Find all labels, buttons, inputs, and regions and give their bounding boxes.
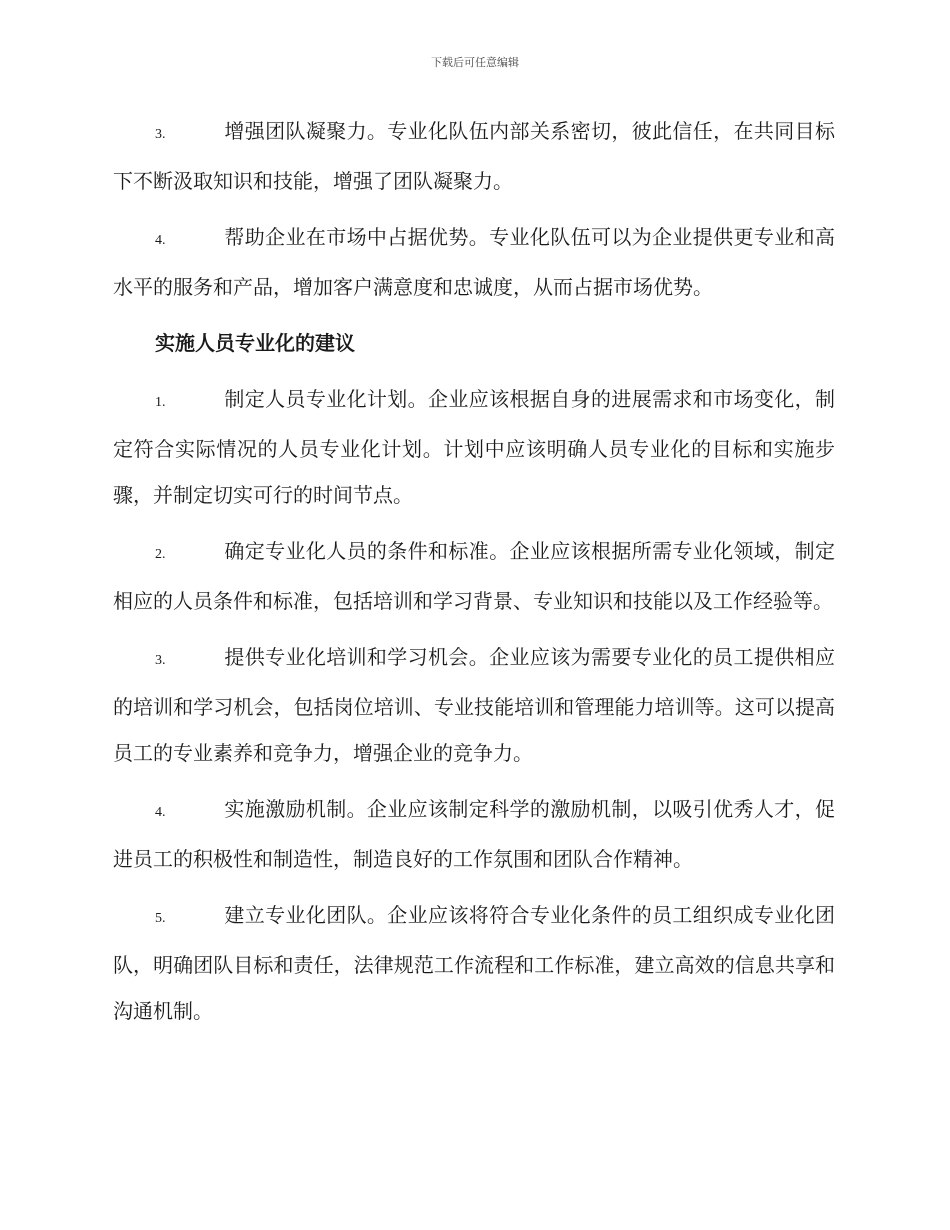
- suggestion-item-4: [113, 786, 835, 882]
- suggestion-item-3: [113, 634, 835, 776]
- suggestion-item-5: [113, 892, 835, 1034]
- suggestion-item-2: [113, 528, 835, 624]
- item-text: 制定人员专业化计划。企业应该根据自身的进展需求和市场变化，制定符合实际情况的人员专业化计划。计划中应该明确人员专业化的目标和实施步骤，并制定切实可行的时间节点。: [113, 387, 835, 507]
- document-body: [113, 108, 835, 1044]
- header-note: 下载后可任意编辑: [431, 56, 519, 69]
- item-number: 3.: [155, 127, 166, 142]
- advantage-item-3: [113, 108, 835, 204]
- item-text: 实施激励机制。企业应该制定科学的激励机制，以吸引优秀人才，促进员工的积极性和制造性，制造良好的工作氛围和团队合作精神。: [113, 797, 835, 871]
- item-number: 3.: [155, 653, 166, 668]
- item-text: 帮助企业在市场中占据优势。专业化队伍可以为企业提供更专业和高水平的服务和产品，增加客户满意度和忠诚度，从而占据市场优势。: [113, 225, 835, 299]
- item-number: 4.: [155, 805, 166, 820]
- item-text: 增强团队凝聚力。专业化队伍内部关系密切，彼此信任，在共同目标下不断汲取知识和技能，增强了团队凝聚力。: [113, 119, 835, 193]
- section-heading: 实施人员专业化的建议: [155, 331, 355, 355]
- item-number: 1.: [155, 395, 166, 410]
- advantage-item-4: [113, 214, 835, 310]
- item-number: 2.: [155, 547, 166, 562]
- item-text: 提供专业化培训和学习机会。企业应该为需要专业化的员工提供相应的培训和学习机会，包括岗位培训、专业技能培训和管理能力培训等。这可以提高员工的专业素养和竞争力，增强企业的竞争力。: [113, 645, 835, 765]
- suggestion-item-1: [113, 376, 835, 518]
- item-number: 5.: [155, 911, 166, 926]
- item-text: 建立专业化团队。企业应该将符合专业化条件的员工组织成专业化团队，明确团队目标和责任，法律规范工作流程和工作标准，建立高效的信息共享和沟通机制。: [113, 903, 835, 1023]
- item-text: 确定专业化人员的条件和标准。企业应该根据所需专业化领域，制定相应的人员条件和标准，包括培训和学习背景、专业知识和技能以及工作经验等。: [113, 539, 835, 613]
- item-number: 4.: [155, 233, 166, 248]
